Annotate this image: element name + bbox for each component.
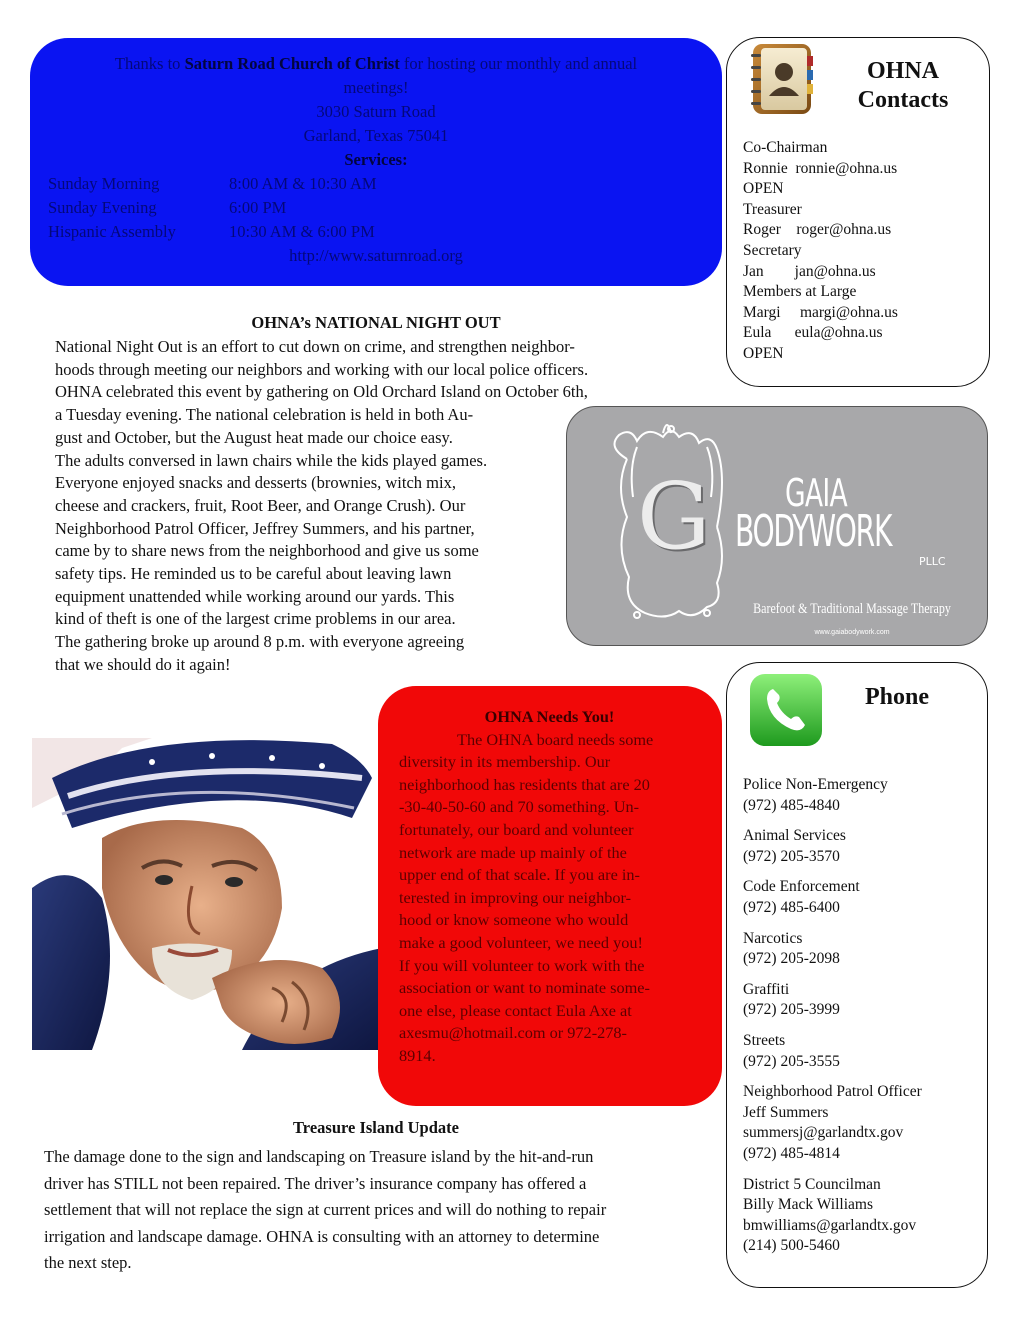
- phone-list: [743, 775, 922, 1267]
- church-address-street: 3030 Saturn Road: [316, 102, 436, 121]
- phone-entry-graffiti: Graffiti (972) 205-3999: [743, 980, 840, 1019]
- contact-line: Treasurer: [743, 200, 802, 218]
- uncle-sam-illustration: [32, 738, 382, 1050]
- contact-line: Eula eula@ohna.us: [743, 324, 883, 342]
- night-out-heading: OHNA’s NATIONAL NIGHT OUT: [251, 313, 501, 332]
- contacts-list: [743, 138, 898, 365]
- phone-entry-narcotics: Narcotics (972) 205-2098: [743, 929, 840, 968]
- gaia-tagline: Barefoot & Traditional Massage Therapy: [753, 601, 951, 617]
- treasure-heading: Treasure Island Update: [293, 1118, 459, 1137]
- contact-line: Ronnie ronnie@ohna.us: [743, 159, 898, 177]
- gaia-brand-line2: BODYWORK: [735, 506, 892, 557]
- phone-entry-councilman: District 5 Councilman Billy Mack Williams bmwilliams@garlandtx.gov (214) 500-5460: [743, 1175, 917, 1255]
- church-name: Saturn Road Church of Christ: [184, 54, 400, 73]
- contact-line: OPEN: [743, 180, 784, 198]
- church-info-box: [30, 38, 722, 286]
- church-thanks-line: Thanks to Saturn Road Church of Christ for hosting our monthly and annual: [114, 54, 638, 73]
- service-row: Sunday Evening 6:00 PM: [48, 198, 287, 217]
- service-row: Sunday Morning 8:00 AM & 10:30 AM: [48, 174, 377, 193]
- gaia-bodywork-ad: [566, 406, 988, 646]
- contacts-box: [726, 37, 990, 387]
- contact-line: Members at Large: [743, 283, 857, 301]
- phone-icon: [749, 673, 823, 747]
- contact-line: Jan jan@ohna.us: [743, 262, 876, 280]
- contact-line: Margi margi@ohna.us: [743, 303, 898, 321]
- gaia-brand-line1: GAIA: [785, 471, 848, 515]
- address-book-icon: [749, 42, 817, 116]
- services-label: Services:: [344, 150, 408, 169]
- gaia-monogram: G: [637, 463, 711, 570]
- gaia-suffix: PLLC: [919, 555, 946, 568]
- contact-line: Roger roger@ohna.us: [743, 221, 892, 239]
- contact-line: Co-Chairman: [743, 139, 828, 156]
- phone-entry-animal-services: Animal Services (972) 205-3570: [743, 827, 846, 865]
- phone-entry-code-enforcement: Code Enforcement (972) 485-6400: [743, 878, 860, 916]
- night-out-article: National Night Out is an effort to cut down on crime, and strengthen neighbor- hoods through meeting our neighbors and working with our local police officers. OHNA celebrated this event by gathering on Old Orchard Island on October 6th, a Tuesday evening. The national celebration is held in both Au- gust and October, but the August heat made our choice easy. The adults conversed in lawn chairs while the kids played games. Everyone enjoyed snacks and desserts (brownies, witch mix, cheese and crackers, fruit, Root Beer, and Orange Crush). Our Neighborhood Patrol Officer, Jeffrey Summers, and his partner, came by to share news from the neighborhood and give us some safety tips. He reminded us to be careful about leaving lawn equipment unattended while working around our yards. This kind of theft is one of the largest crime problems in our area. The gathering broke up around 8 p.m. with everyone agreeing that we should do it again!: [55, 337, 589, 674]
- needs-you-box: OHNA Needs You! The OHNA board needs some diversity in its membership. Our neighborhood has residents that are 20 -30-40-50-60 and 70 something. Un- fortunately, our board and volunteer network are made up mainly of the upper end of that scale. If you are in- terested in improving our neighbor- hood or know someone who would make a good volunteer, we need you! If you will volunteer to work with the association or want to nominate some- one else, please contact Eula Axe at axesmu@hotmail.com or 972-278- 8914.: [378, 686, 722, 1106]
- gaia-website: www.gaiabodywork.com: [814, 629, 890, 636]
- contact-line: OPEN: [743, 344, 784, 362]
- phone-entry-patrol-officer: Neighborhood Patrol Officer Jeff Summers summersj@garlandtx.gov (972) 485-4814: [743, 1083, 922, 1162]
- treasure-article: The damage done to the sign and landscaping on Treasure island by the hit-and-run driver has STILL not been repaired. The driver’s insurance company has offered a settlement that will not replace the sign at current prices and will do nothing to repair irrigation and landscape damage. OHNA is consulting with an attorney to determine the next step.: [44, 1147, 607, 1272]
- needs-you-title: OHNA Needs You!: [484, 707, 615, 726]
- phone-entry-police: Police Non-Emergency (972) 485-4840: [743, 776, 888, 814]
- phone-entry-streets: Streets (972) 205-3555: [743, 1031, 840, 1070]
- church-thanks-line2: meetings!: [343, 78, 409, 97]
- contacts-title: OHNA Contacts: [857, 58, 949, 113]
- contact-line: Secretary: [743, 241, 802, 259]
- phone-title: Phone: [864, 684, 929, 710]
- service-row: Hispanic Assembly 10:30 AM & 6:00 PM: [48, 222, 375, 241]
- church-address-city: Garland, Texas 75041: [303, 126, 449, 145]
- phone-box: [726, 662, 988, 1288]
- church-website: http://www.saturnroad.org: [289, 246, 463, 265]
